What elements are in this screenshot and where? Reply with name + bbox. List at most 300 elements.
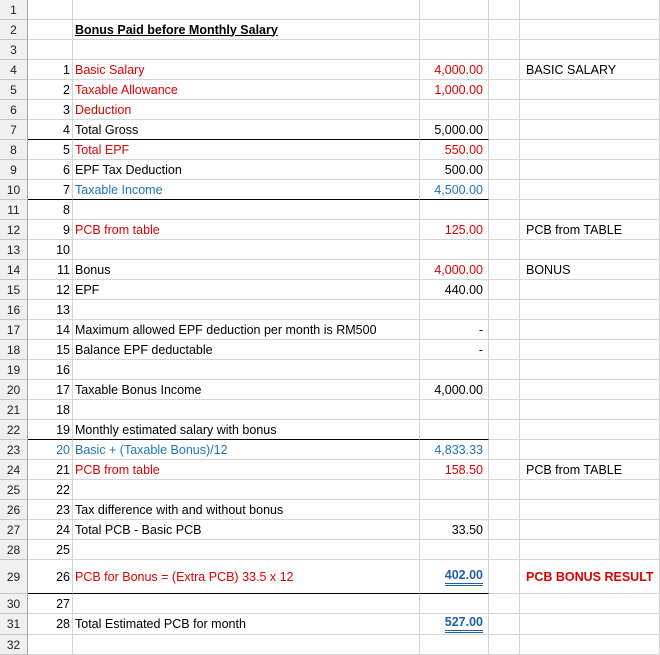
note-cell[interactable] [520,240,660,260]
note-cell[interactable] [520,100,660,120]
item-number-cell[interactable] [28,280,73,300]
amount-cell-text: 125.00 [444,222,483,237]
sheet-row [0,120,660,140]
description-cell[interactable] [73,320,420,340]
amount-cell-text: 4,833.33 [434,442,483,457]
description-cell[interactable] [73,60,420,80]
note-cell[interactable] [520,220,660,240]
row-header-text: 16 [6,302,21,317]
row-header-text: 8 [10,142,17,157]
empty-cell[interactable] [489,120,520,140]
item-number-cell-text: 23 [56,502,70,517]
row-header-text: 1 [10,2,17,17]
row-header[interactable] [0,500,28,520]
amount-cell[interactable] [420,160,489,180]
sheet-row [0,614,660,635]
row-header[interactable] [0,80,28,100]
note-cell[interactable] [520,320,660,340]
note-cell[interactable] [520,260,660,280]
amount-cell[interactable] [420,0,489,20]
item-number-cell-text: 14 [56,322,70,337]
item-number-cell[interactable] [28,180,73,200]
item-number-cell-text: 18 [56,402,70,417]
item-number-cell-text: 12 [56,282,70,297]
item-number-cell-text: 17 [56,382,70,397]
empty-cell[interactable] [489,40,520,60]
amount-cell[interactable] [420,480,489,500]
empty-cell[interactable] [489,240,520,260]
empty-cell[interactable] [489,280,520,300]
amount-cell[interactable] [420,360,489,380]
empty-cell[interactable] [489,320,520,340]
description-cell[interactable] [73,160,420,180]
sheet-row [0,400,660,420]
note-cell[interactable] [520,0,660,20]
row-header[interactable] [0,440,28,460]
item-number-cell-text: 5 [63,142,70,157]
item-number-cell[interactable] [28,480,73,500]
sheet-row [0,180,660,200]
amount-cell[interactable] [420,180,489,200]
sheet-row [0,100,660,120]
item-number-cell[interactable] [28,260,73,280]
item-number-cell[interactable] [28,220,73,240]
description-cell-text: Taxable Income [75,182,163,197]
description-cell[interactable] [73,280,420,300]
row-header[interactable] [0,400,28,420]
note-cell[interactable] [520,460,660,480]
row-header[interactable] [0,635,28,655]
amount-cell-text: 33.50 [451,522,483,537]
amount-cell-text: 1,000.00 [434,82,483,97]
description-cell[interactable] [73,120,420,140]
sheet-row [0,300,660,320]
description-cell[interactable] [73,260,420,280]
row-header[interactable] [0,220,28,240]
amount-cell-text: 4,000.00 [434,382,483,397]
row-header-text: 25 [6,482,21,497]
amount-cell[interactable] [420,340,489,360]
empty-cell[interactable] [489,100,520,120]
row-header-text: 2 [10,22,17,37]
note-cell[interactable] [520,635,660,655]
description-cell[interactable] [73,420,420,440]
amount-cell[interactable] [420,460,489,480]
description-cell[interactable] [73,240,420,260]
item-number-cell[interactable] [28,540,73,560]
empty-cell[interactable] [489,160,520,180]
row-header[interactable] [0,460,28,480]
item-number-cell-text: 25 [56,542,70,557]
row-header-text: 7 [10,122,17,137]
row-header-text: 21 [6,402,21,417]
row-header[interactable] [0,480,28,500]
item-number-cell[interactable] [28,120,73,140]
sheet-row [0,500,660,520]
sheet-row [0,280,660,300]
description-cell-text: Balance EPF deductable [75,342,213,357]
row-header[interactable] [0,240,28,260]
item-number-cell-text: 26 [56,569,70,584]
amount-cell[interactable] [420,60,489,80]
description-cell[interactable] [73,80,420,100]
item-number-cell[interactable] [28,560,73,594]
empty-cell[interactable] [489,260,520,280]
description-cell[interactable] [73,400,420,420]
row-header[interactable] [0,340,28,360]
description-cell[interactable] [73,340,420,360]
description-cell[interactable] [73,540,420,560]
amount-cell[interactable] [420,440,489,460]
row-header[interactable] [0,520,28,540]
item-number-cell[interactable] [28,40,73,60]
row-header[interactable] [0,20,28,40]
item-number-cell-text: 3 [63,102,70,117]
note-cell[interactable] [520,540,660,560]
row-header[interactable] [0,300,28,320]
note-cell[interactable] [520,520,660,540]
item-number-cell[interactable] [28,160,73,180]
row-header-text: 6 [10,102,17,117]
empty-cell[interactable] [489,300,520,320]
amount-cell-text: 500.00 [444,162,483,177]
empty-cell[interactable] [489,220,520,240]
row-header[interactable] [0,360,28,380]
row-header-text: 13 [6,242,21,257]
note-cell[interactable] [520,480,660,500]
description-cell[interactable] [73,220,420,240]
row-header-text: 28 [6,542,21,557]
item-number-cell-text: 15 [56,342,70,357]
description-cell-text: Taxable Bonus Income [75,382,202,397]
row-header-text: 9 [10,162,17,177]
row-header-text: 30 [6,596,21,611]
empty-cell[interactable] [489,480,520,500]
sheet-row [0,560,660,594]
sheet-row [0,220,660,240]
row-header-text: 12 [6,222,21,237]
amount-cell[interactable] [420,80,489,100]
description-cell-text: PCB for Bonus = (Extra PCB) 33.5 x 12 [75,569,294,584]
empty-cell[interactable] [489,60,520,80]
row-header-text: 23 [6,442,21,457]
row-header-text: 27 [6,522,21,537]
empty-cell[interactable] [489,440,520,460]
row-header-text: 15 [6,282,21,297]
row-header[interactable] [0,614,28,635]
description-cell-text: Total Gross [75,122,139,137]
note-cell[interactable] [520,60,660,80]
sheet-row [0,480,660,500]
sheet-row [0,635,660,655]
item-number-cell[interactable] [28,60,73,80]
empty-cell[interactable] [489,80,520,100]
description-cell-text: PCB from table [75,222,160,237]
empty-cell[interactable] [489,560,520,594]
sheet-row [0,200,660,220]
sheet-row [0,40,660,60]
row-header[interactable] [0,260,28,280]
description-cell[interactable] [73,480,420,500]
item-number-cell[interactable] [28,500,73,520]
amount-cell[interactable] [420,260,489,280]
empty-cell[interactable] [489,540,520,560]
description-cell[interactable] [73,360,420,380]
note-cell[interactable] [520,440,660,460]
item-number-cell[interactable] [28,460,73,480]
description-cell-text: Monthly estimated salary with bonus [75,422,277,437]
note-cell[interactable] [520,300,660,320]
sheet-row [0,320,660,340]
row-header[interactable] [0,540,28,560]
amount-cell[interactable] [420,560,489,594]
amount-cell[interactable] [420,300,489,320]
note-cell[interactable] [520,120,660,140]
description-cell[interactable] [73,140,420,160]
row-header-text: 11 [7,202,20,217]
note-cell[interactable] [520,200,660,220]
note-cell[interactable] [520,140,660,160]
empty-cell[interactable] [489,520,520,540]
note-cell[interactable] [520,180,660,200]
amount-cell[interactable] [420,540,489,560]
note-cell[interactable] [520,400,660,420]
description-cell-text: Total EPF [75,142,130,157]
description-cell-text: Basic + (Taxable Bonus)/12 [75,442,228,457]
note-cell[interactable] [520,594,660,614]
item-number-cell[interactable] [28,440,73,460]
row-header[interactable] [0,280,28,300]
empty-cell[interactable] [489,20,520,40]
empty-cell[interactable] [489,614,520,635]
item-number-cell[interactable] [28,20,73,40]
amount-cell-text: 5,000.00 [434,122,483,137]
amount-cell[interactable] [420,320,489,340]
amount-cell[interactable] [420,420,489,440]
amount-cell[interactable] [420,120,489,140]
sheet-row [0,460,660,480]
description-cell-text: EPF Tax Deduction [75,162,182,177]
note-cell[interactable] [520,500,660,520]
amount-cell[interactable] [420,220,489,240]
item-number-cell[interactable] [28,594,73,614]
sheet-row [0,340,660,360]
item-number-cell[interactable] [28,420,73,440]
row-header[interactable] [0,320,28,340]
description-cell[interactable] [73,20,420,40]
row-header-text: 26 [6,502,21,517]
empty-cell[interactable] [489,0,520,20]
item-number-cell[interactable] [28,614,73,635]
row-header-text: 14 [6,262,21,277]
description-cell[interactable] [73,500,420,520]
item-number-cell-text: 24 [56,522,70,537]
row-header[interactable] [0,420,28,440]
row-header-text: 10 [6,182,21,197]
note-cell[interactable] [520,80,660,100]
item-number-cell-text: 22 [56,482,70,497]
amount-cell[interactable] [420,614,489,635]
empty-cell[interactable] [489,635,520,655]
description-cell[interactable] [73,520,420,540]
note-cell[interactable] [520,420,660,440]
row-header[interactable] [0,560,28,594]
item-number-cell[interactable] [28,240,73,260]
amount-cell[interactable] [420,520,489,540]
item-number-cell-text: 19 [56,422,70,437]
row-header[interactable] [0,180,28,200]
sheet-row [0,540,660,560]
description-cell[interactable] [73,460,420,480]
amount-cell[interactable] [420,240,489,260]
item-number-cell[interactable] [28,520,73,540]
amount-cell[interactable] [420,635,489,655]
description-cell[interactable] [73,380,420,400]
row-header[interactable] [0,120,28,140]
description-cell[interactable] [73,594,420,614]
row-header-text: 20 [6,382,21,397]
amount-cell-text: 4,000.00 [434,262,483,277]
note-cell-text: BASIC SALARY [526,62,617,77]
note-cell[interactable] [520,40,660,60]
empty-cell[interactable] [489,140,520,160]
item-number-cell[interactable] [28,0,73,20]
row-header-text: 5 [10,82,17,97]
description-cell[interactable] [73,200,420,220]
note-cell[interactable] [520,340,660,360]
empty-cell[interactable] [489,460,520,480]
empty-cell[interactable] [489,500,520,520]
row-header[interactable] [0,380,28,400]
note-cell[interactable] [520,360,660,380]
sheet-row [0,260,660,280]
empty-cell[interactable] [489,380,520,400]
note-cell[interactable] [520,380,660,400]
row-header-text: 19 [6,362,21,377]
sheet-row [0,594,660,614]
description-cell[interactable] [73,300,420,320]
description-cell[interactable] [73,100,420,120]
description-cell[interactable] [73,614,420,635]
row-header-text: 31 [6,617,21,631]
amount-cell[interactable] [420,140,489,160]
description-cell[interactable] [73,440,420,460]
row-header[interactable] [0,40,28,60]
note-cell-text: PCB BONUS RESULT [526,569,654,584]
amount-cell-text: 4,500.00 [434,182,483,197]
amount-cell[interactable] [420,100,489,120]
row-header[interactable] [0,594,28,614]
amount-cell[interactable] [420,380,489,400]
item-number-cell[interactable] [28,200,73,220]
item-number-cell[interactable] [28,100,73,120]
note-cell[interactable] [520,160,660,180]
note-cell[interactable] [520,280,660,300]
amount-cell[interactable] [420,40,489,60]
item-number-cell[interactable] [28,340,73,360]
sheet-row [0,60,660,80]
row-header[interactable] [0,100,28,120]
description-cell[interactable] [73,635,420,655]
description-cell-text: Maximum allowed EPF deduction per month is RM500 [75,322,377,337]
item-number-cell[interactable] [28,80,73,100]
sheet-row [0,160,660,180]
description-cell-text: Bonus [75,262,111,277]
sheet-row [0,0,660,20]
description-cell-text: Taxable Allowance [75,82,178,97]
description-cell[interactable] [73,180,420,200]
row-header[interactable] [0,140,28,160]
item-number-cell[interactable] [28,140,73,160]
amount-cell[interactable] [420,200,489,220]
empty-cell[interactable] [489,360,520,380]
row-header-text: 17 [6,322,21,337]
item-number-cell-text: 10 [56,242,70,257]
sheet-row [0,20,660,40]
row-header[interactable] [0,200,28,220]
amount-cell[interactable] [420,400,489,420]
description-cell-text: Basic Salary [75,62,145,77]
item-number-cell[interactable] [28,380,73,400]
description-cell[interactable] [73,40,420,60]
empty-cell[interactable] [489,180,520,200]
amount-cell[interactable] [420,280,489,300]
description-cell[interactable] [73,0,420,20]
amount-cell-text: 550.00 [444,142,483,157]
empty-cell[interactable] [489,200,520,220]
row-header[interactable] [0,0,28,20]
amount-cell[interactable] [420,594,489,614]
item-number-cell[interactable] [28,300,73,320]
amount-cell[interactable] [420,20,489,40]
sheet-row [0,140,660,160]
description-cell-text: Total PCB - Basic PCB [75,522,202,537]
item-number-cell-text: 20 [56,442,70,457]
note-cell[interactable] [520,560,660,594]
item-number-cell-text: 7 [63,182,70,197]
row-header-text: 22 [6,422,21,437]
item-number-cell-text: 6 [63,162,70,177]
item-number-cell[interactable] [28,635,73,655]
row-header-text: 24 [6,462,21,477]
empty-cell[interactable] [489,400,520,420]
empty-cell[interactable] [489,420,520,440]
note-cell[interactable] [520,614,660,635]
amount-cell-text: 4,000.00 [434,62,483,77]
item-number-cell[interactable] [28,320,73,340]
row-header[interactable] [0,60,28,80]
description-cell[interactable] [73,560,420,594]
row-header-text: 3 [10,42,17,57]
description-cell-text: EPF [75,282,100,297]
row-header[interactable] [0,160,28,180]
item-number-cell-text: 16 [56,362,70,377]
item-number-cell[interactable] [28,400,73,420]
item-number-cell-text: 9 [63,222,70,237]
item-number-cell-text: 27 [56,596,70,611]
row-header-text: 32 [6,637,21,652]
item-number-cell-text: 4 [63,122,70,137]
note-cell[interactable] [520,20,660,40]
item-number-cell[interactable] [28,360,73,380]
sheet-row [0,360,660,380]
empty-cell[interactable] [489,594,520,614]
amount-cell[interactable] [420,500,489,520]
description-cell-text: Tax difference with and without bonus [75,502,284,517]
row-header-text: 18 [6,342,21,357]
empty-cell[interactable] [489,340,520,360]
row-header-text: 4 [10,62,17,77]
